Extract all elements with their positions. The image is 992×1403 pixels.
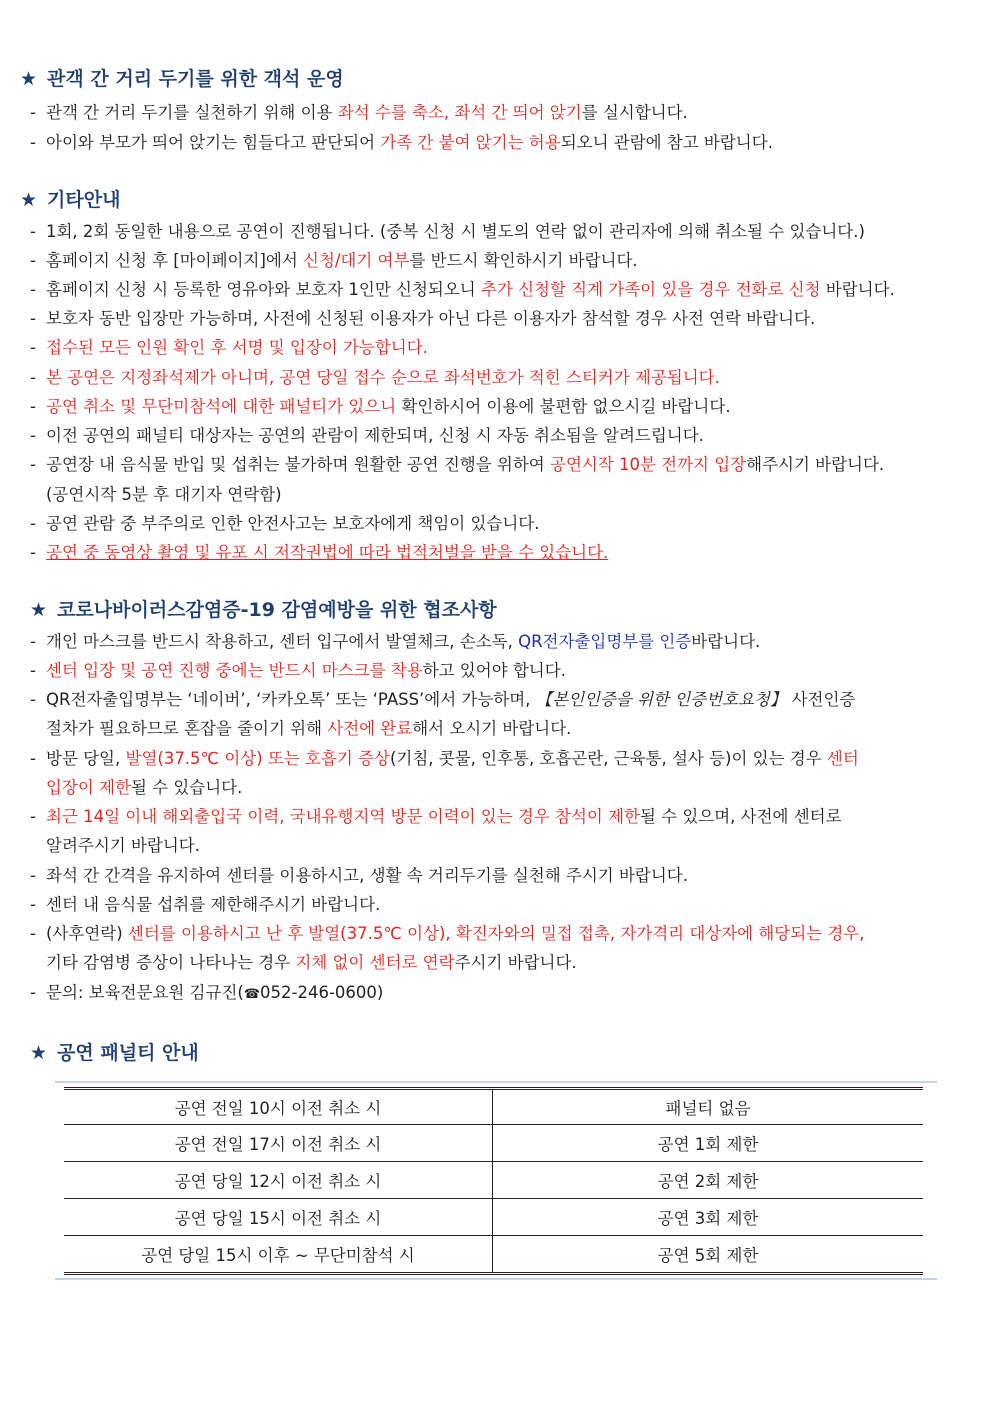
other-line-9-cont: (공연시작 5분 후 대기자 연락함): [46, 485, 282, 504]
penalty-table: [64, 1087, 923, 1275]
other-line-10: - 공연 관람 중 부주의로 인한 안전사고는 보호자에게 책임이 있습니다.: [30, 514, 540, 533]
covid-line-4: - 방문 당일, 발열(37.5℃ 이상) 또는 호흡기 증상(기침, 콧물, 인후통, 호흡곤란, 근육통, 설사 등)이 있는 경우 센터: [30, 749, 859, 768]
penalty-table-wrapper: [55, 1081, 937, 1280]
covid-line-9: - 문의: 보육전문요원 김규진(☎052-246-0600): [30, 983, 384, 1002]
star-icon: ★: [30, 1042, 48, 1064]
table-row: [64, 1162, 923, 1199]
table-row: [64, 1199, 923, 1236]
penalty-result: 공연 1회 제한: [493, 1125, 924, 1162]
covid-line-7: - 센터 내 음식물 섭취를 제한해주시기 바랍니다.: [30, 895, 381, 914]
penalty-condition: 공연 전일 10시 이전 취소 시: [64, 1089, 493, 1125]
penalty-result: 공연 2회 제한: [493, 1162, 924, 1199]
covid-line-2: - 센터 입장 및 공연 진행 중에는 반드시 마스크를 착용하고 있어야 합니다.: [30, 661, 566, 680]
section-title-other: ★ 기타안내: [20, 189, 121, 211]
covid-line-6: - 좌석 간 간격을 유지하여 센터를 이용하시고, 생활 속 거리두기를 실천해 주시기 바랍니다.: [30, 866, 688, 885]
star-icon: ★: [20, 68, 38, 90]
penalty-condition: 공연 전일 17시 이전 취소 시: [64, 1125, 493, 1162]
penalty-condition: 공연 당일 15시 이후 ~ 무단미참석 시: [64, 1236, 493, 1274]
covid-line-4-cont: 입장이 제한될 수 있습니다.: [46, 778, 243, 797]
section-title-covid: ★ 코로나바이러스감염증-19 감염예방을 위한 협조사항: [30, 599, 497, 621]
covid-line-3: - QR전자출입명부는 ‘네이버’, ‘카카오톡’ 또는 ‘PASS’에서 가능하며, 【본인인증을 위한 인증번호요청】 사전인증: [30, 690, 856, 709]
other-line-1: - 1회, 2회 동일한 내용으로 공연이 진행됩니다. (중복 신청 시 별도의 연락 없이 관리자에 의해 취소될 수 있습니다.): [30, 222, 865, 241]
penalty-result: 공연 5회 제한: [493, 1236, 924, 1274]
covid-line-8: - (사후연락) 센터를 이용하시고 난 후 발열(37.5℃ 이상), 확진자와의 밀접 접촉, 자가격리 대상자에 해당되는 경우,: [30, 924, 865, 943]
covid-line-8-cont: 기타 감염병 증상이 나타나는 경우 지체 없이 센터로 연락주시기 바랍니다.: [46, 953, 577, 972]
other-line-7: - 공연 취소 및 무단미참석에 대한 패널티가 있으니 확인하시어 이용에 불편함 없으시길 바랍니다.: [30, 397, 731, 416]
covid-line-3-cont: 절차가 필요하므로 혼잡을 줄이기 위해 사전에 완료해서 오시기 바랍니다.: [46, 719, 572, 738]
penalty-condition: 공연 당일 15시 이전 취소 시: [64, 1199, 493, 1236]
covid-line-5-cont: 알려주시기 바랍니다.: [46, 836, 200, 855]
star-icon: ★: [30, 599, 48, 621]
other-line-8: - 이전 공연의 패널티 대상자는 공연의 관람이 제한되며, 신청 시 자동 취소됨을 알려드립니다.: [30, 426, 704, 445]
penalty-result: 공연 3회 제한: [493, 1199, 924, 1236]
distancing-line-2: - 아이와 부모가 띄어 앉기는 힘들다고 판단되어 가족 간 붙여 앉기는 허용되오니 관람에 참고 바랍니다.: [30, 133, 773, 152]
other-line-2: - 홈페이지 신청 후 [마이페이지]에서 신청/대기 여부를 반드시 확인하시기 바랍니다.: [30, 251, 638, 270]
table-row: [64, 1089, 923, 1125]
table-row: [64, 1236, 923, 1274]
distancing-line-1: - 관객 간 거리 두기를 실천하기 위해 이용 좌석 수를 축소, 좌석 간 띄어 앉기를 실시합니다.: [30, 103, 688, 122]
penalty-condition: 공연 당일 12시 이전 취소 시: [64, 1162, 493, 1199]
table-row: [64, 1125, 923, 1162]
other-line-6: - 본 공연은 지정좌석제가 아니며, 공연 당일 접수 순으로 좌석번호가 적힌 스티커가 제공됩니다.: [30, 368, 720, 387]
other-line-11: - 공연 중 동영상 촬영 및 유포 시 저작권법에 따라 법적처벌을 받을 수 있습니다.: [30, 543, 609, 562]
penalty-result: 패널티 없음: [493, 1089, 924, 1125]
covid-line-1: - 개인 마스크를 반드시 착용하고, 센터 입구에서 발열체크, 손소독, QR전자출입명부를 인증바랍니다.: [30, 632, 761, 651]
other-line-3: - 홈페이지 신청 시 등록한 영유아와 보호자 1인만 신청되오니 추가 신청할 직계 가족이 있을 경우 전화로 신청 바랍니다.: [30, 280, 895, 299]
section-title-distancing: ★ 관객 간 거리 두기를 위한 객석 운영: [20, 68, 344, 90]
phone-icon: ☎: [243, 987, 261, 1002]
table-bottom-rule: [55, 1278, 937, 1280]
other-line-4: - 보호자 동반 입장만 가능하며, 사전에 신청된 이용자가 아닌 다른 이용자가 참석할 경우 사전 연락 바랍니다.: [30, 309, 816, 328]
section-title-penalty: ★ 공연 패널티 안내: [30, 1042, 199, 1064]
covid-line-5: - 최근 14일 이내 해외출입국 이력, 국내유행지역 방문 이력이 있는 경우 참석이 제한될 수 있으며, 사전에 센터로: [30, 807, 842, 826]
star-icon: ★: [20, 189, 38, 211]
other-line-9: - 공연장 내 음식물 반입 및 섭취는 불가하며 원활한 공연 진행을 위하여 공연시작 10분 전까지 입장해주시기 바랍니다.: [30, 455, 885, 474]
other-line-5: - 접수된 모든 인원 확인 후 서명 및 입장이 가능합니다.: [30, 338, 428, 357]
